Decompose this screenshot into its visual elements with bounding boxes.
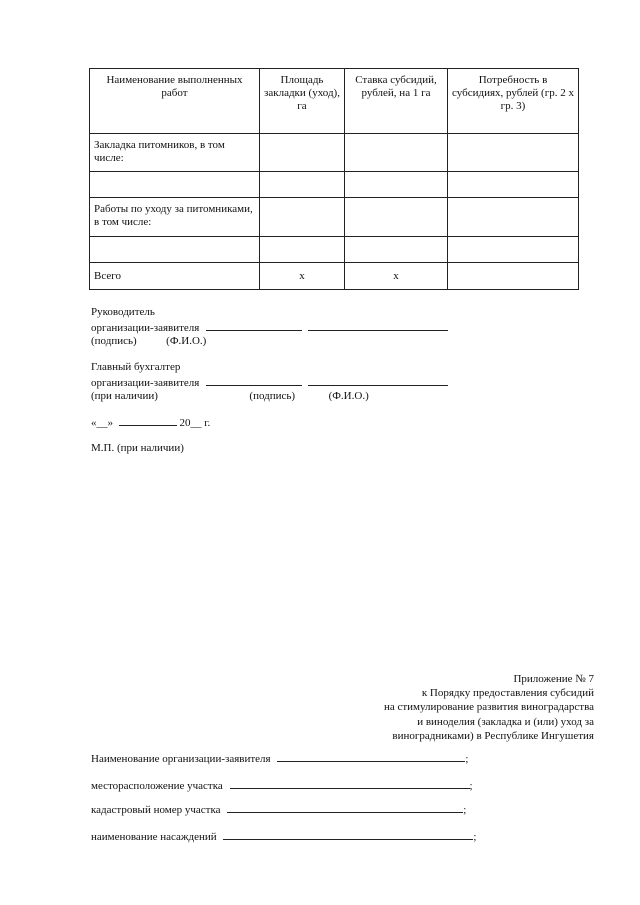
head-name-label: (Ф.И.О.) (166, 335, 207, 347)
field-cadastral-number (91, 802, 466, 817)
table-total-row (90, 263, 579, 290)
cell-need (448, 134, 579, 172)
cell-area (260, 172, 345, 198)
table-row (90, 198, 579, 237)
cell-need (448, 237, 579, 263)
accountant-note: (при наличии) (91, 390, 158, 402)
header-need: Потребность в субсидиях, рублей (гр. 2 х гр. 3) (448, 69, 579, 134)
appendix-line: и виноделия (закладка и (или) уход за (417, 715, 594, 728)
cell-rate (345, 172, 448, 198)
row-label-total: Всего (90, 263, 260, 290)
date-line (91, 415, 210, 431)
cell-area (260, 134, 345, 172)
field-plantings (91, 829, 476, 844)
date-month-line[interactable] (119, 415, 177, 426)
cell-area-total: х (260, 263, 345, 290)
cell-rate (345, 237, 448, 263)
cell-area (260, 198, 345, 237)
organization-input-line[interactable] (277, 751, 465, 762)
table-row (90, 172, 579, 198)
cell-rate (345, 198, 448, 237)
accountant-sign-label: (подпись) (249, 390, 296, 402)
row-label: Работы по уходу за питомниками, в том числе: (90, 198, 260, 237)
cell-rate-total: х (345, 263, 448, 290)
row-label (90, 237, 260, 263)
field-label: месторасположение участка (91, 780, 223, 792)
head-signature-line[interactable] (206, 320, 302, 331)
cell-need (448, 198, 579, 237)
stamp-note: М.П. (при наличии) (91, 442, 184, 454)
header-area: Площадь закладки (уход), га (260, 69, 345, 134)
field-organization (91, 751, 468, 766)
date-year: 20__ г. (179, 417, 211, 429)
accountant-signature-block (91, 361, 448, 404)
table-header-row (90, 69, 579, 134)
accountant-org-label: организации-заявителя (91, 376, 200, 389)
appendix-line: на стимулирование развития виноградарства (383, 701, 594, 714)
head-org-label: организации-заявителя (91, 321, 200, 334)
appendix-line: виноградниками) в Республике Ингушетия (392, 729, 594, 742)
cell-area (260, 237, 345, 263)
header-work-name: Наименование выполненных работ (90, 69, 260, 134)
date-day: «__» (91, 417, 113, 429)
field-terminator: ; (465, 753, 469, 765)
head-signature-block (91, 306, 448, 349)
cell-rate (345, 134, 448, 172)
field-label: наименование насаждений (91, 831, 217, 843)
field-location (91, 778, 473, 793)
cadastral-input-line[interactable] (227, 802, 463, 813)
accountant-name-label: (Ф.И.О.) (328, 390, 369, 402)
row-label (90, 172, 260, 198)
appendix-header (384, 672, 594, 743)
field-terminator: ; (469, 780, 473, 792)
field-terminator: ; (473, 831, 477, 843)
field-label: Наименование организации-заявителя (91, 753, 271, 765)
appendix-line: Приложение № 7 (513, 673, 594, 685)
cell-need (448, 172, 579, 198)
head-title: Руководитель (91, 306, 155, 318)
head-name-line[interactable] (308, 320, 448, 331)
cell-need-total (448, 263, 579, 290)
appendix-line: к Порядку предоставления субсидий (421, 687, 594, 700)
row-label: Закладка питомников, в том числе: (90, 134, 260, 172)
table-row (90, 237, 579, 263)
field-terminator: ; (463, 804, 467, 816)
table-row (90, 134, 579, 172)
accountant-signature-line[interactable] (206, 375, 302, 386)
header-rate: Ставка субсидий, рублей, на 1 га (345, 69, 448, 134)
accountant-name-line[interactable] (308, 375, 448, 386)
subsidy-calculation-table (89, 68, 579, 290)
location-input-line[interactable] (230, 778, 470, 789)
field-label: кадастровый номер участка (91, 804, 221, 816)
accountant-title: Главный бухгалтер (91, 361, 181, 373)
plantings-input-line[interactable] (223, 829, 473, 840)
head-sign-label: (подпись) (91, 335, 137, 347)
